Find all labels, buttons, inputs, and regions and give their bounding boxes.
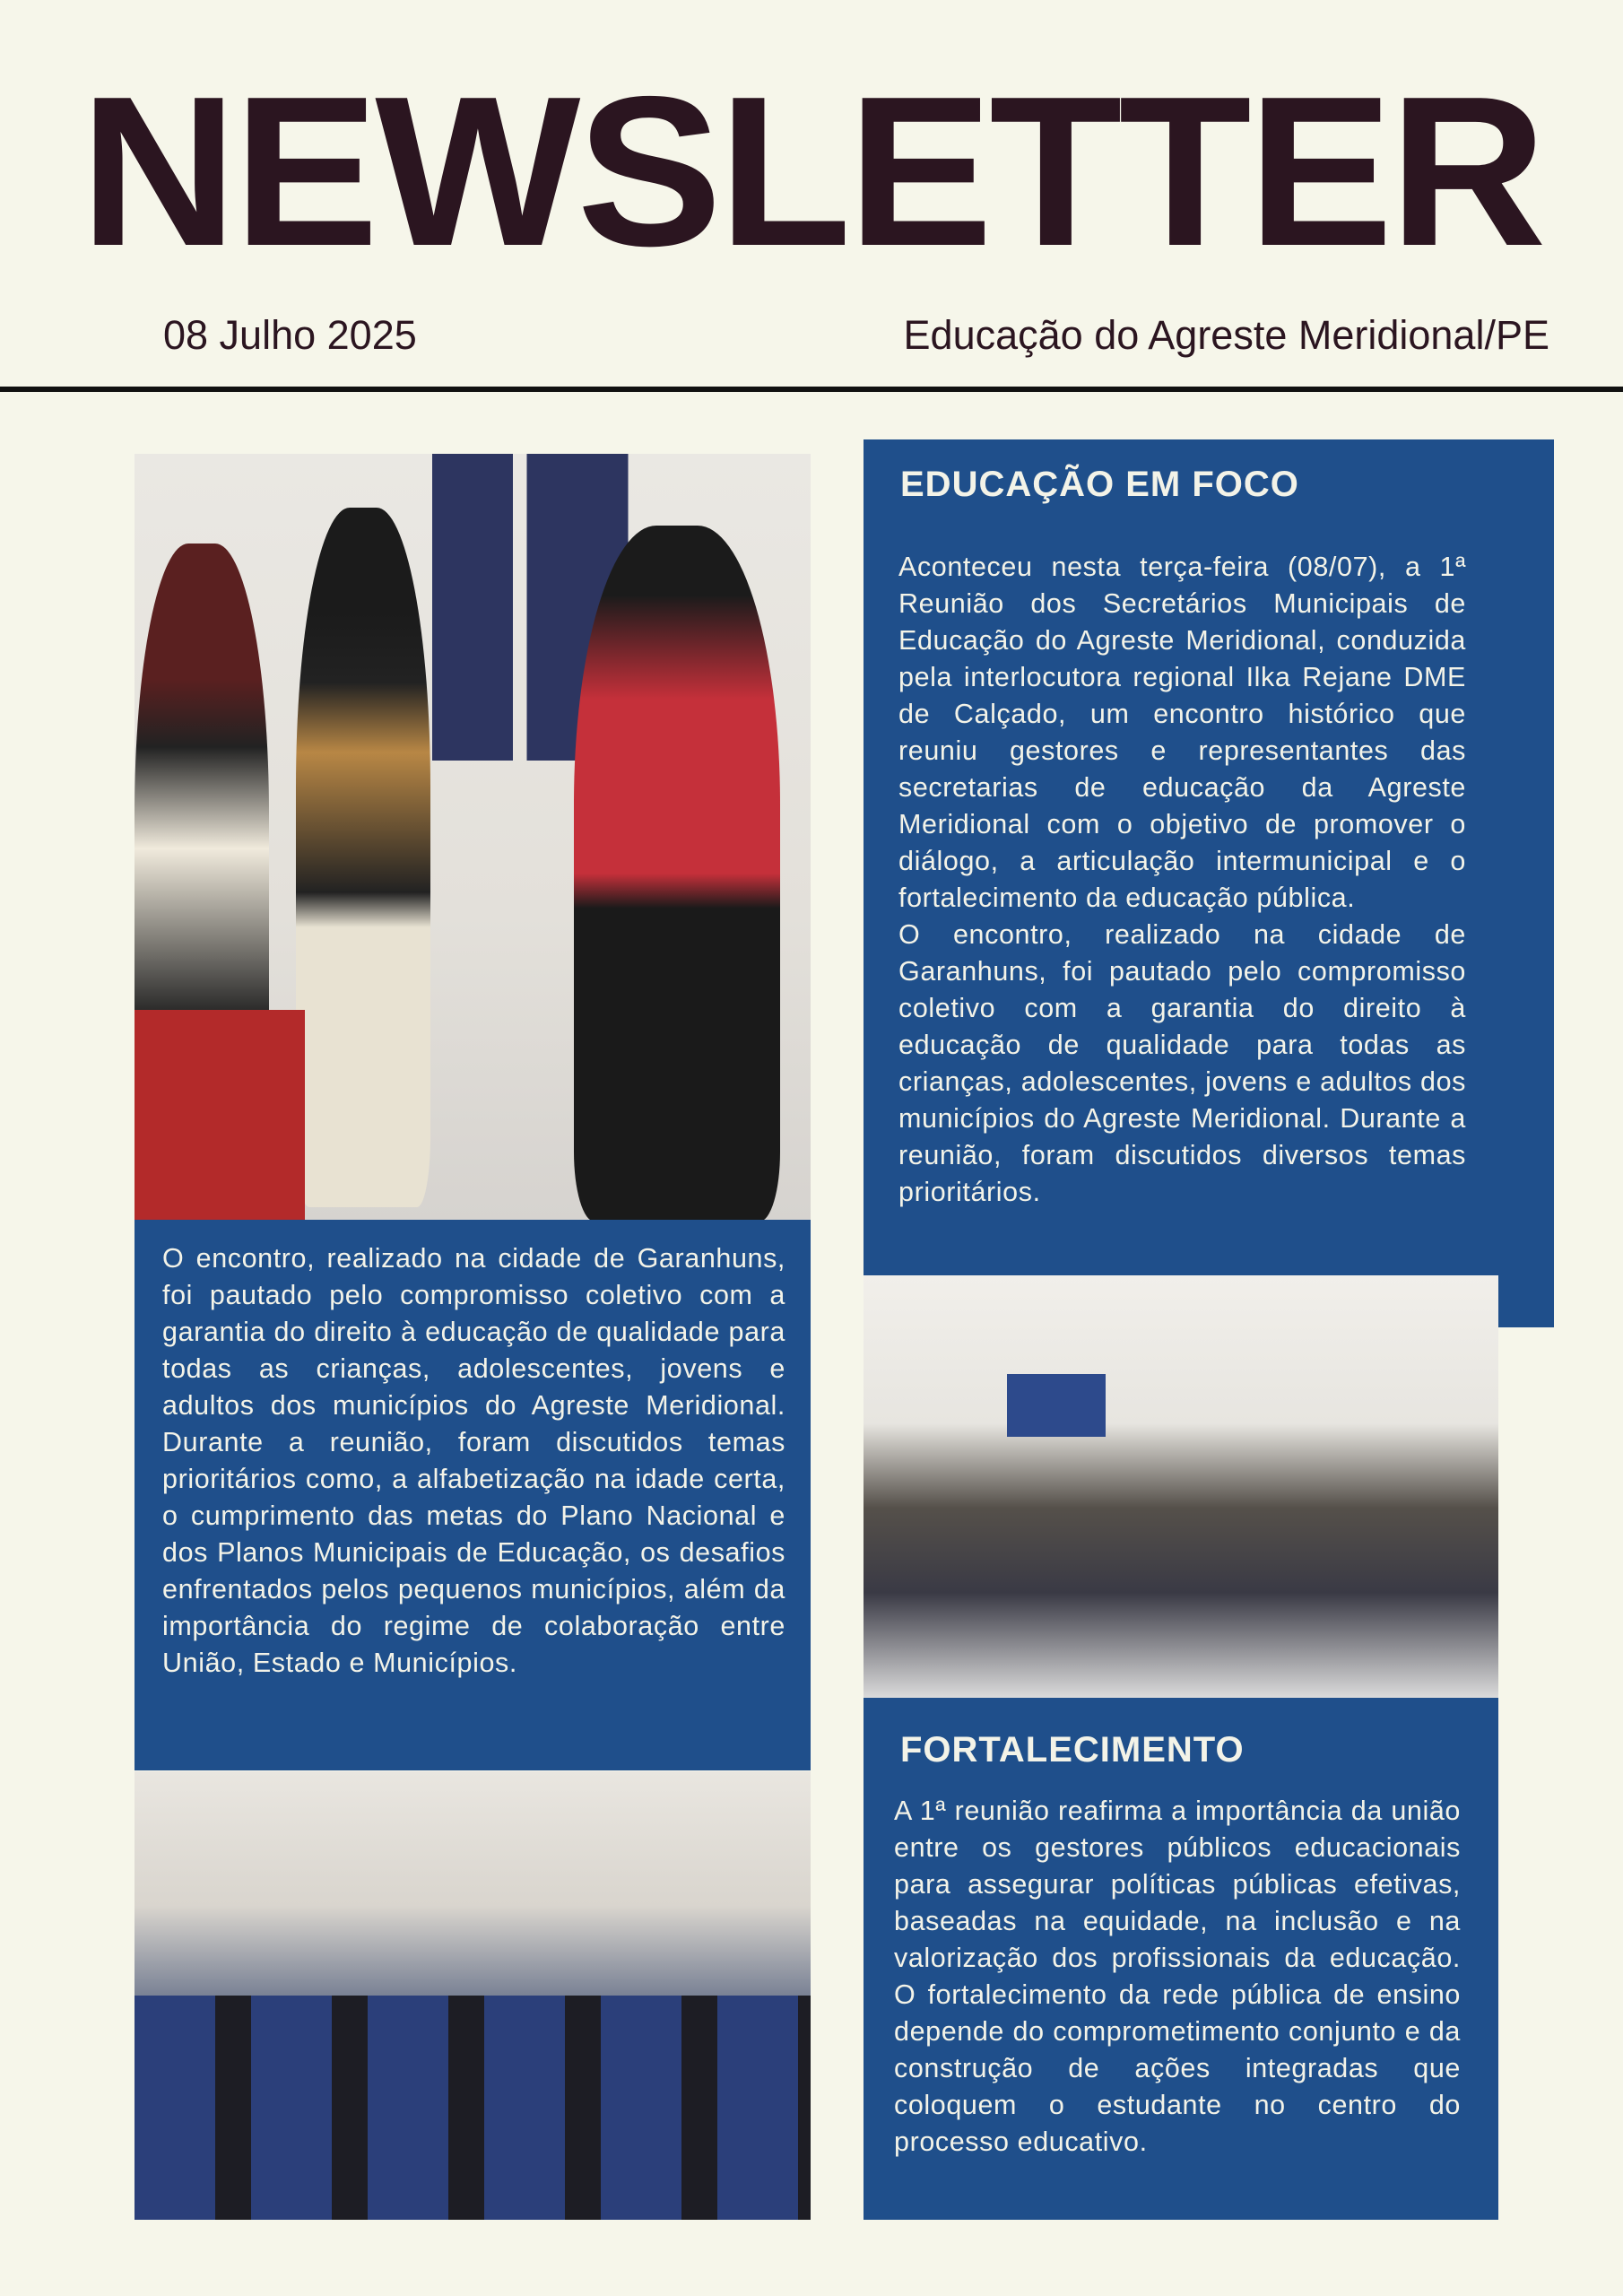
educacao-em-foco-heading: EDUCAÇÃO EM FOCO <box>900 465 1299 504</box>
newsletter-title: NEWSLETTER <box>80 53 1543 291</box>
issue-date: 08 Julho 2025 <box>163 312 417 358</box>
educacao-em-foco-paragraph-1: Aconteceu nesta terça-feira (08/07), a 1ª Reunião dos Secretários Municipais de Educação do Agreste Meridional, conduzida pela interlocutora regional Ilka Rejane DME de Calçado, um encontro histórico que reuniu gestores e representantes das secretarias de educação da Agreste Meridional com o objetivo de promover o diálogo, a articulação intermunicipal e o fortalecimento da educação pública. <box>898 552 1466 913</box>
organization-name: Educação do Agreste Meridional/PE <box>903 312 1549 358</box>
photo-speakers <box>135 454 811 1222</box>
photo-meeting-audience <box>135 1771 811 2220</box>
left-article-text: O encontro, realizado na cidade de Garanhuns, foi pautado pelo compromisso coletivo com a garantia do direito à educação de qualidade para todas as crianças, adolescentes, jovens e adultos dos municípios do Agreste Meridional. Durante a reunião, foram discutidos temas prioritários como, a alfabetização na idade certa, o cumprimento das metas do Plano Nacional e dos Planos Municipais de Educação, os desafios enfrentados pelos pequenos municípios, além da importância do regime de colaboração entre União, Estado e Municípios. <box>162 1243 785 1678</box>
left-article-box <box>135 1220 811 1770</box>
educacao-em-foco-paragraph-2: O encontro, realizado na cidade de Garanhuns, foi pautado pelo compromisso coletivo com a garantia do direito à educação de qualidade para todas as crianças, adolescentes, jovens e adultos dos municípios do Agreste Meridional. Durante a reunião, foram discutidos diversos temas prioritários. <box>898 919 1466 1207</box>
fortalecimento-text: A 1ª reunião reafirma a importância da união entre os gestores públicos educacionais para assegurar políticas públicas efetivas, baseadas na equidade, na inclusão e na valorização dos profissionais da educação. O fortalecimento da rede pública de ensino depende do comprometimento conjunto e da construção de ações integradas que coloquem o estudante no centro do processo educativo. <box>894 1796 1461 2157</box>
fortalecimento-heading: FORTALECIMENTO <box>900 1730 1245 1770</box>
header-divider <box>0 387 1623 392</box>
photo-group <box>864 1275 1498 1699</box>
fortalecimento-box <box>864 1698 1498 2220</box>
educacao-em-foco-box <box>864 439 1554 1327</box>
educacao-em-foco-text <box>898 549 1466 1211</box>
